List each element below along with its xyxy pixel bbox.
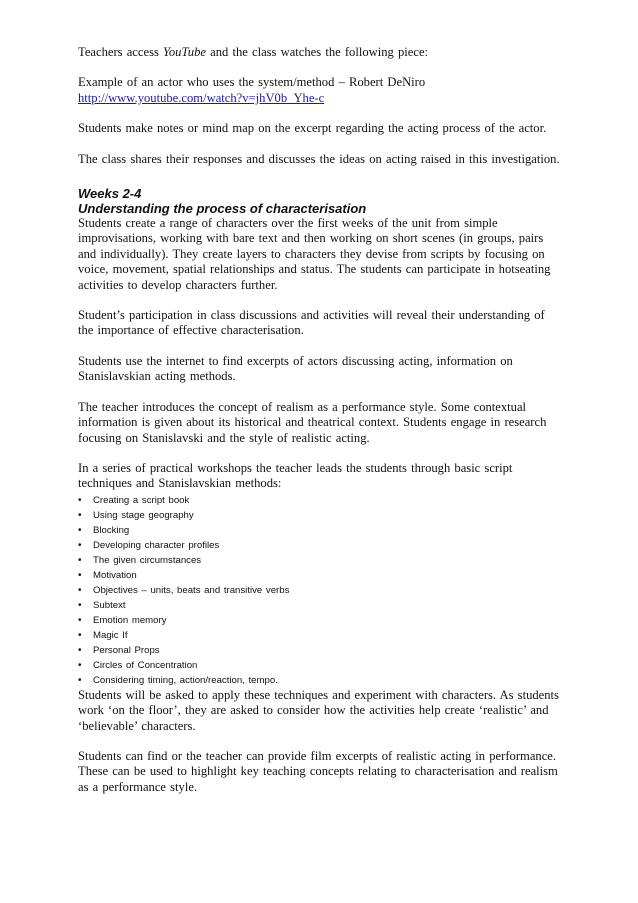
film-paragraph: Students can find or the teacher can provide film excerpts of realistic acting in performance. These can be used to highlight key teaching concepts relating to characterisation and realism as a performance style. xyxy=(78,748,558,794)
section-title: Understanding the process of characterisation xyxy=(78,201,367,217)
methods-list xyxy=(78,493,563,688)
list-item: • Blocking xyxy=(78,523,563,538)
intro-text-start: Teachers access xyxy=(78,45,164,59)
list-item: • Personal Props xyxy=(78,643,563,658)
notes-paragraph: Students make notes or mind map on the excerpt regarding the acting process of the actor. xyxy=(78,121,547,136)
list-item: • Considering timing, action/reaction, tempo. xyxy=(78,673,563,688)
list-item: • Developing character profiles xyxy=(78,538,563,553)
apply-paragraph: Students will be asked to apply these techniques and experiment with characters. As students work ‘on the floor’, they are asked to consider how the activities help create ‘realistic’ and ‘believable’ characters. xyxy=(78,687,559,733)
list-item: • Creating a script book xyxy=(78,493,563,508)
list-item: • The given circumstances xyxy=(78,553,563,568)
intro-text-end: and the class watches the following piece: xyxy=(205,45,429,59)
example-line: Example of an actor who uses the system/method – Robert DeNiro xyxy=(78,75,426,90)
shares-paragraph: The class shares their responses and discusses the ideas on acting raised in this investigation. xyxy=(78,151,560,166)
document-page xyxy=(78,45,563,795)
internet-paragraph: Students use the internet to find excerpts of actors discussing acting, information on Stanislavskian acting methods. xyxy=(78,353,513,384)
realism-paragraph: The teacher introduces the concept of realism as a performance style. Some contextual information is given about its historical and theatrical context. Students engage in research focusing on Stanislavski and the style of realistic acting. xyxy=(78,399,547,445)
participation-paragraph: Student’s participation in class discussions and activities will reveal their understanding of the importance of effective characterisation. xyxy=(78,308,545,338)
list-item: • Using stage geography xyxy=(78,508,563,523)
list-item: • Circles of Concentration xyxy=(78,658,563,673)
list-item: • Emotion memory xyxy=(78,613,563,628)
list-item: • Subtext xyxy=(78,598,563,613)
youtube-link[interactable]: http://www.youtube.com/watch?v=jhV0b_Yhe-c xyxy=(78,90,325,105)
characters-paragraph: Students create a range of characters over the first weeks of the unit from simple improvisations, working with bare text and then working on short scenes (in groups, pairs and individually). They create layers to characters they devise from scripts by focusing on voice, movement, spatial relationships and status. The students can participate in hotseating activities to develop characters further. xyxy=(78,216,551,292)
list-item: • Motivation xyxy=(78,568,563,583)
youtube-italic: YouTube xyxy=(163,45,206,59)
weeks-heading: Weeks 2-4 xyxy=(78,186,142,202)
workshops-paragraph: In a series of practical workshops the teacher leads the students through basic script techniques and Stanislavskian methods: xyxy=(78,460,513,491)
list-item: • Magic If xyxy=(78,628,563,643)
list-item: • Objectives – units, beats and transitive verbs xyxy=(78,583,563,598)
intro-paragraph xyxy=(78,45,563,60)
